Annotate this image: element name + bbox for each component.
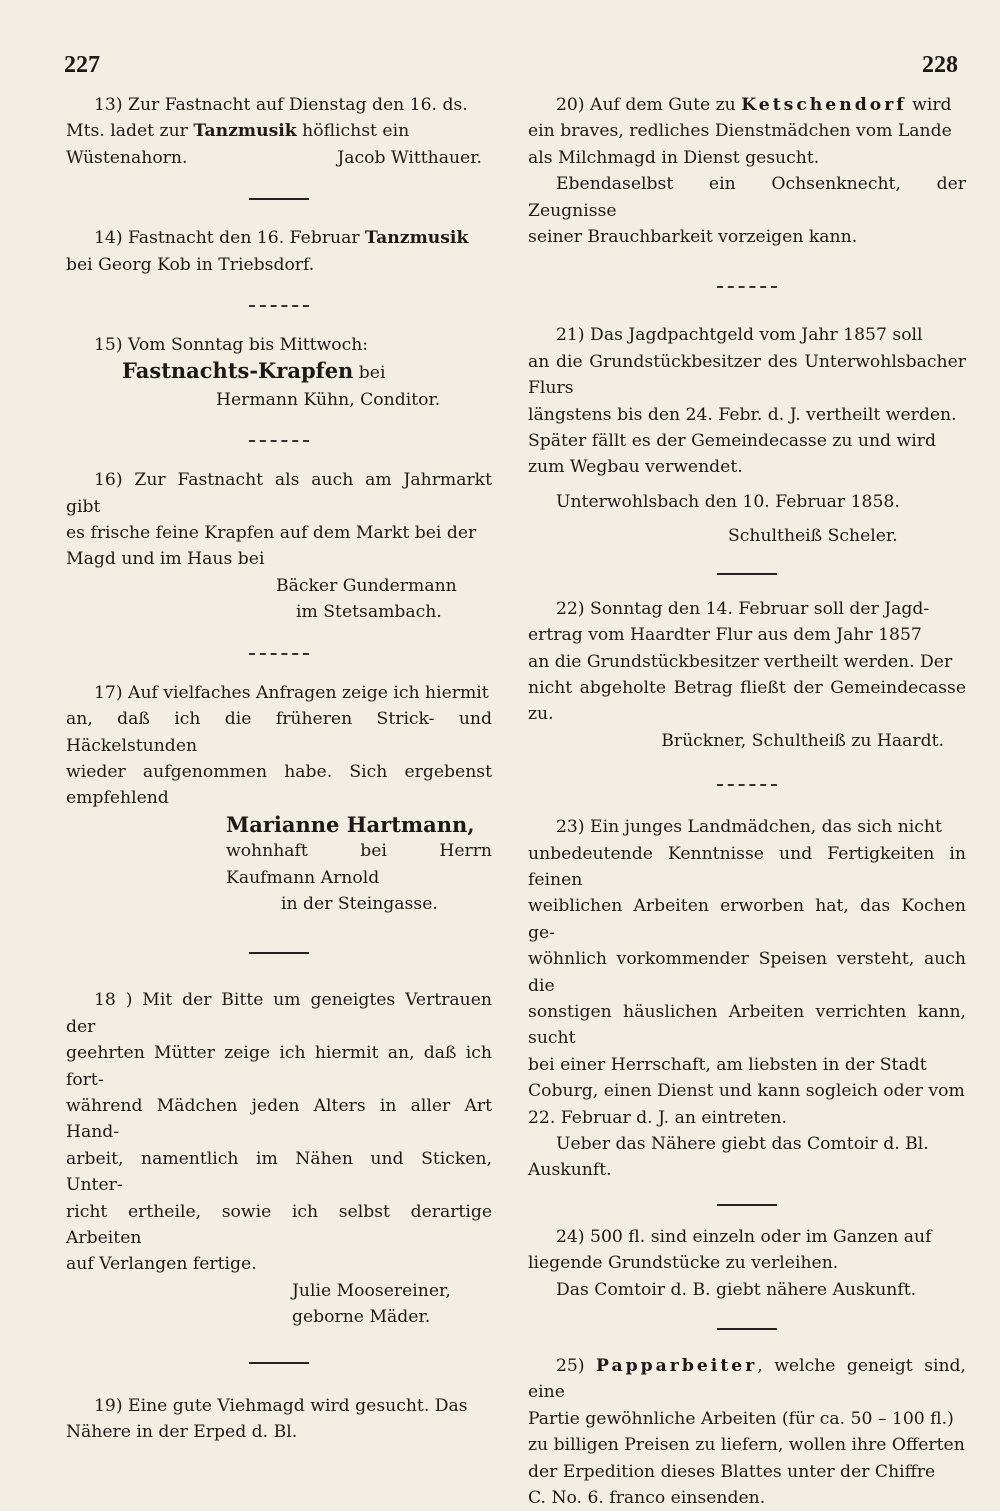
ad-14-line <box>66 225 492 251</box>
ad-18-line: während Mädchen jeden Alters in aller Art Hand- <box>66 1095 492 1143</box>
separator-rule <box>66 171 492 225</box>
ad-21-line: 21) Das Jagdpachtgeld vom Jahr 1857 soll <box>556 325 923 346</box>
left-column <box>66 92 492 1445</box>
ad-21-line: zum Wegbau verwendet. <box>528 457 743 478</box>
ad-25-text: , welche geneigt sind, eine <box>528 1356 966 1403</box>
ad-23-line: Ueber das Nähere giebt das Comtoir d. Bl. <box>556 1134 929 1154</box>
ad-20-line: Ebendaselbst ein Ochsenknecht, der Zeugnisse <box>528 174 966 221</box>
ad-22 <box>528 596 966 754</box>
ad-25-line: C. No. 6. franco einsenden. <box>528 1488 766 1509</box>
ad-16-line: es frische feine Krapfen auf dem Markt bei der <box>66 523 477 544</box>
ad-17-line: an, daß ich die früheren Strick- und Häckelstunden <box>66 709 492 756</box>
ad-24-line: 24) 500 fl. sind einzeln oder im Ganzen auf <box>556 1226 932 1247</box>
right-column <box>528 92 966 1511</box>
ad-22-signature: Brückner, Schultheiß zu Haardt. <box>661 730 944 751</box>
ad-15-line: 15) Vom Sonntag bis Mittwoch: <box>94 335 369 356</box>
ad-17 <box>66 680 492 918</box>
ad-22-line: ertrag vom Haardter Flur aus dem Jahr 1857 <box>528 625 922 646</box>
ad-21-line: längstens bis den 24. Febr. d. J. vertheilt werden. <box>528 404 957 425</box>
ad-13 <box>66 92 492 171</box>
ad-16-line: 16) Zur Fastnacht als auch am Jahrmarkt gibt <box>66 470 492 517</box>
ad-17-line: in der Steingasse. <box>281 893 438 914</box>
separator-rule <box>528 250 966 322</box>
ad-17-line: wieder aufgenommen habe. Sich ergebenst empfehlend <box>66 761 492 809</box>
ad-21-line: an die Grundstückbesitzer des Unterwohlsbacher Flurs <box>528 351 966 399</box>
ad-18-line: richt ertheile, sowie ich selbst derartige Arbeiten <box>66 1201 492 1248</box>
spacer <box>528 515 966 523</box>
ad-18-signature: geborne Mäder. <box>292 1307 431 1328</box>
ad-18 <box>66 987 492 1330</box>
separator-rule <box>528 1303 966 1353</box>
ad-13-highlight: Tanzmusik <box>193 121 297 142</box>
ad-24 <box>528 1224 966 1303</box>
ad-14 <box>66 225 492 278</box>
ad-20-place: Ketschendorf <box>741 95 907 115</box>
ad-25-text: 25) <box>556 1356 597 1377</box>
ad-13-text: Mts. ladet zur <box>66 121 194 142</box>
ad-15-text: bei <box>353 363 386 384</box>
ad-13-line <box>66 145 492 171</box>
ad-13-line: 13) Zur Fastnacht auf Dienstag den 16. ds. <box>94 95 468 115</box>
ad-20-line: als Milchmagd in Dienst gesucht. <box>528 147 820 168</box>
ad-20-line: ein braves, redliches Dienstmädchen vom Lande <box>528 121 952 142</box>
ad-15-highlight: Fastnachts-Krapfen <box>122 358 354 384</box>
ad-18-signature: Julie Moosereiner, <box>292 1280 451 1301</box>
ad-18-line: arbeit, namentlich im Nähen und Sticken, Unter- <box>66 1148 492 1196</box>
ad-18-line: 18 ) Mit der Bitte um geneigtes Vertrauen der <box>66 990 492 1037</box>
ad-23-line: 23) Ein junges Landmädchen, das sich nicht <box>556 817 942 838</box>
ad-19 <box>66 1393 492 1446</box>
ad-15 <box>66 332 492 413</box>
page-number-right: 228 <box>922 52 958 78</box>
ad-19-line: Nähere in der Erped d. Bl. <box>66 1422 298 1443</box>
ad-19-line: 19) Eine gute Viehmagd wird gesucht. Das <box>94 1395 468 1416</box>
ad-24-line: liegende Grundstücke zu verleihen. <box>528 1253 839 1274</box>
ad-21-line: Später fällt es der Gemeindecasse zu und wird <box>528 431 936 452</box>
ad-23 <box>528 814 966 1184</box>
ad-20-text: wird <box>906 95 952 115</box>
ad-23-line: sonstigen häuslichen Arbeiten verrichten kann, sucht <box>528 1001 966 1049</box>
ad-16-line: im Stetsambach. <box>296 602 442 623</box>
ad-21 <box>528 322 966 549</box>
separator-rule <box>528 1184 966 1224</box>
ad-22-line: 22) Sonntag den 14. Februar soll der Jagd- <box>556 598 930 619</box>
ad-25 <box>528 1353 966 1511</box>
spacer <box>528 481 966 489</box>
ad-16 <box>66 467 492 625</box>
ad-20-text: 20) Auf dem Gute zu <box>556 95 742 115</box>
ad-23-line: 22. Februar d. J. an eintreten. <box>528 1107 788 1128</box>
separator-rule <box>528 754 966 814</box>
ad-22-line: an die Grundstückbesitzer vertheilt werden. Der <box>528 651 953 672</box>
ad-15-line: Hermann Kühn, Conditor. <box>216 389 441 410</box>
ad-21-signature: Schultheiß Scheler. <box>728 526 898 547</box>
ad-25-line: Partie gewöhnliche Arbeiten (für ca. 50 – 100 fl.) <box>528 1408 954 1429</box>
ad-14-text: 14) Fastnacht den 16. Februar <box>94 228 366 249</box>
ad-21-line: Unterwohlsbach den 10. Februar 1858. <box>556 491 900 512</box>
separator-rule <box>528 550 966 596</box>
ad-23-line: wöhnlich vorkommender Speisen versteht, auch die <box>528 949 966 996</box>
ad-23-line: Auskunft. <box>528 1160 612 1181</box>
ad-23-line: Coburg, einen Dienst und kann sogleich oder vom <box>528 1081 965 1102</box>
separator-rule <box>66 626 492 680</box>
ad-18-line: auf Verlangen fertige. <box>66 1254 257 1275</box>
ad-24-line: Das Comtoir d. B. giebt nähere Auskunft. <box>556 1279 917 1300</box>
ad-17-line: wohnhaft bei Herrn Kaufmann Arnold <box>226 841 492 888</box>
ad-23-line: bei einer Herrschaft, am liebsten in der Stadt <box>528 1054 927 1075</box>
ad-22-line: nicht abgeholte Betrag fließt der Gemeindecasse zu. <box>528 677 966 725</box>
ad-25-highlight: Papparbeiter <box>596 1356 758 1377</box>
ad-17-name: Marianne Hartmann, <box>226 811 475 837</box>
separator-rule <box>66 413 492 467</box>
ad-25-line: der Erpedition dieses Blattes unter der Chiffre <box>528 1461 936 1482</box>
ad-17-line: 17) Auf vielfaches Anfragen zeige ich hiermit <box>94 682 489 703</box>
ad-18-line: geehrten Mütter zeige ich hiermit an, daß ich fort- <box>66 1043 492 1090</box>
ad-13-text: höflichst ein <box>296 121 410 142</box>
ad-23-line: unbedeutende Kenntnisse und Fertigkeiten in feinen <box>528 843 966 890</box>
ad-23-line: weiblichen Arbeiten erworben hat, das Kochen ge- <box>528 896 966 943</box>
ad-20-line <box>528 92 966 118</box>
ad-20-line: seiner Brauchbarkeit vorzeigen kann. <box>528 227 858 248</box>
ad-16-line: Bäcker Gundermann <box>276 575 457 596</box>
separator-rule <box>66 917 492 987</box>
ad-13-line <box>66 118 492 144</box>
ad-14-line: bei Georg Kob in Triebsdorf. <box>66 254 315 275</box>
ad-16-line: Magd und im Haus bei <box>66 549 265 570</box>
separator-rule <box>66 278 492 332</box>
ad-20 <box>528 92 966 250</box>
ad-14-highlight: Tanzmusik <box>365 228 469 249</box>
separator-rule <box>66 1331 492 1393</box>
ad-15-line <box>66 358 492 386</box>
ad-13-place: Wüstenahorn. <box>66 147 188 168</box>
ad-13-signature: Jacob Witthauer. <box>337 147 482 168</box>
ad-25-line <box>528 1353 966 1406</box>
ad-25-line: zu billigen Preisen zu liefern, wollen ihre Offerten <box>528 1435 965 1456</box>
page-number-left: 227 <box>64 52 100 78</box>
